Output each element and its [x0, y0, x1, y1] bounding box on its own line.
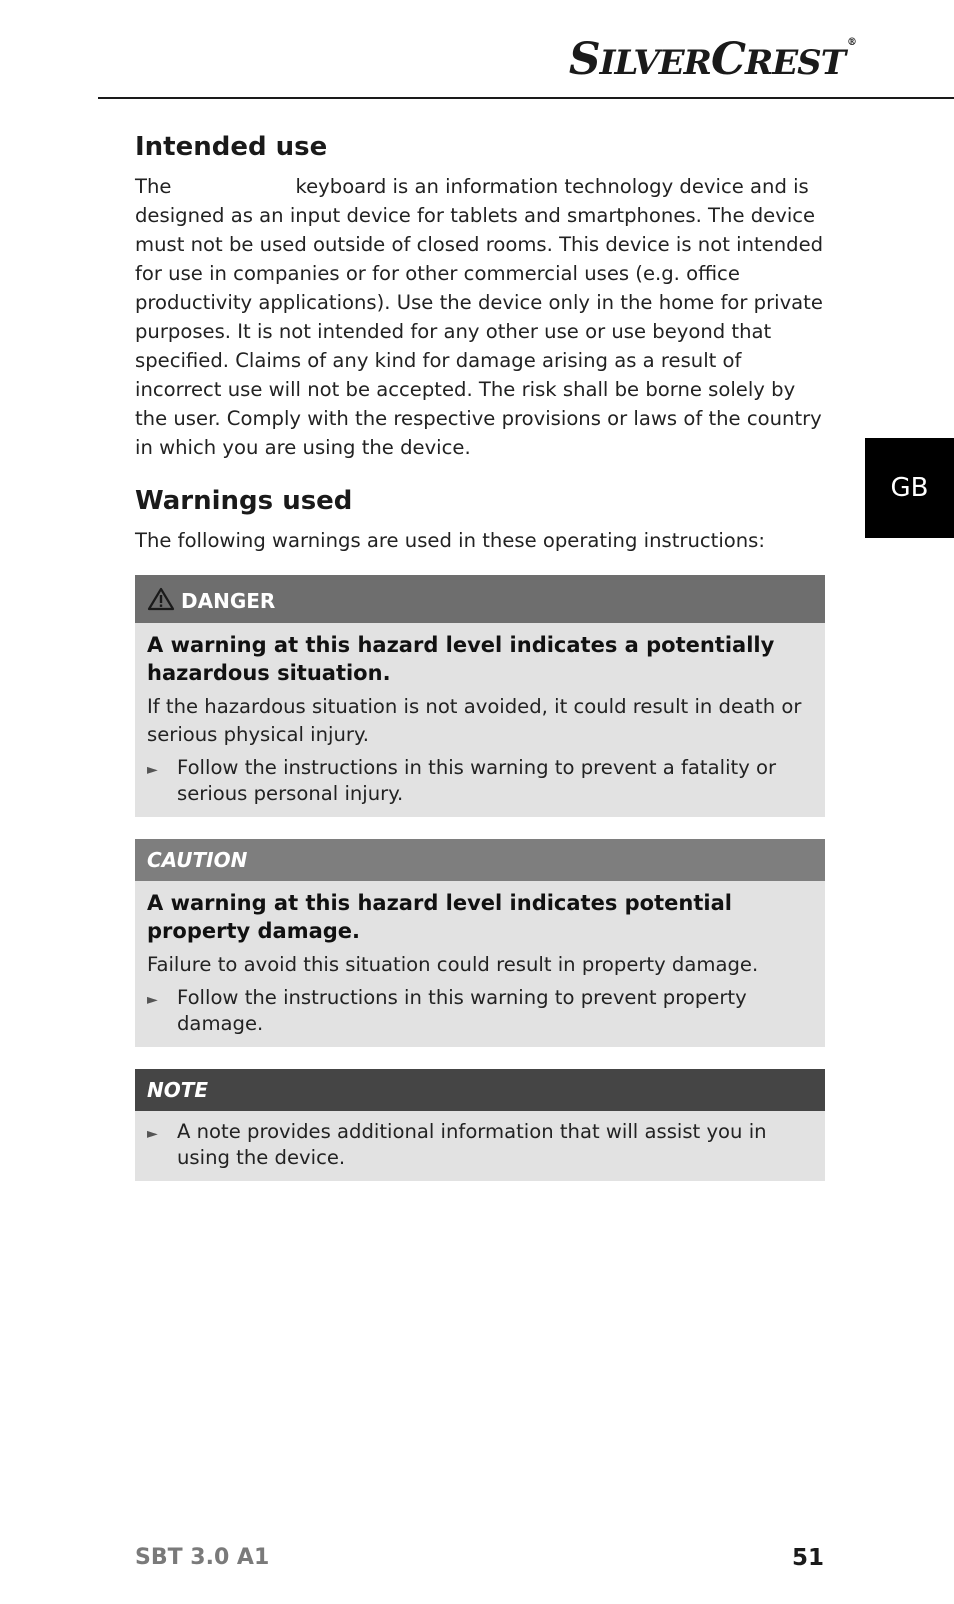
intended-use-text: The keyboard is an information technology device and is designed as an input device for tablets and smartphones. The device must not be used outside of closed rooms. This device is not intended for use in companies or for other commercial uses (e.g. office productivity applications). Use the device only in the home for private purposes. It is not intended for any other use or use beyond that specified. Claims of any kind for damage arising as a result of incorrect use will not be accepted. The risk shall be borne solely by the user. Comply with the respective provisions or laws of the country in which you are using the device. [135, 175, 824, 459]
caution-box [135, 839, 825, 1047]
danger-label: DANGER [181, 589, 276, 613]
danger-text: If the hazardous situation is not avoided, it could result in death or serious physical injury. [147, 695, 802, 746]
caution-bullet: ► Follow the instructions in this warning to prevent property damage. [147, 986, 747, 1035]
arrow-right-icon: ► [147, 762, 158, 778]
footer-model: SBT 3.0 A1 [135, 1545, 270, 1570]
danger-box [135, 575, 825, 817]
note-box [135, 1069, 825, 1181]
caution-text: Failure to avoid this situation could result in property damage. [147, 953, 759, 976]
note-header [135, 1069, 825, 1111]
arrow-right-icon: ► [147, 992, 158, 1008]
intended-use-heading: Intended use [135, 132, 328, 162]
language-tab-label: GB [890, 473, 929, 503]
caution-header [135, 839, 825, 881]
language-tab [865, 438, 954, 538]
warning-triangle-icon [147, 587, 175, 616]
caution-title: A warning at this hazard level indicates potential property damage. [147, 891, 732, 943]
danger-bullet: ► Follow the instructions in this warning to prevent a fatality or serious personal injury. [147, 756, 777, 805]
note-bullet: ► A note provides additional information that will assist you in using the device. [147, 1120, 767, 1169]
header-rule [98, 97, 954, 99]
page-content [135, 132, 825, 1181]
warnings-used-heading: Warnings used [135, 486, 353, 516]
note-label: NOTE [147, 1078, 209, 1102]
brand-logo: SILVERCREST® [568, 34, 856, 85]
page-number: 51 [792, 1545, 825, 1571]
arrow-right-icon: ► [147, 1126, 158, 1142]
warnings-used-intro: The following warnings are used in these operating instructions: [135, 529, 765, 552]
danger-title: A warning at this hazard level indicates a potentially hazardous situation. [147, 633, 775, 685]
danger-header [135, 575, 825, 623]
caution-label: CAUTION [147, 848, 248, 872]
